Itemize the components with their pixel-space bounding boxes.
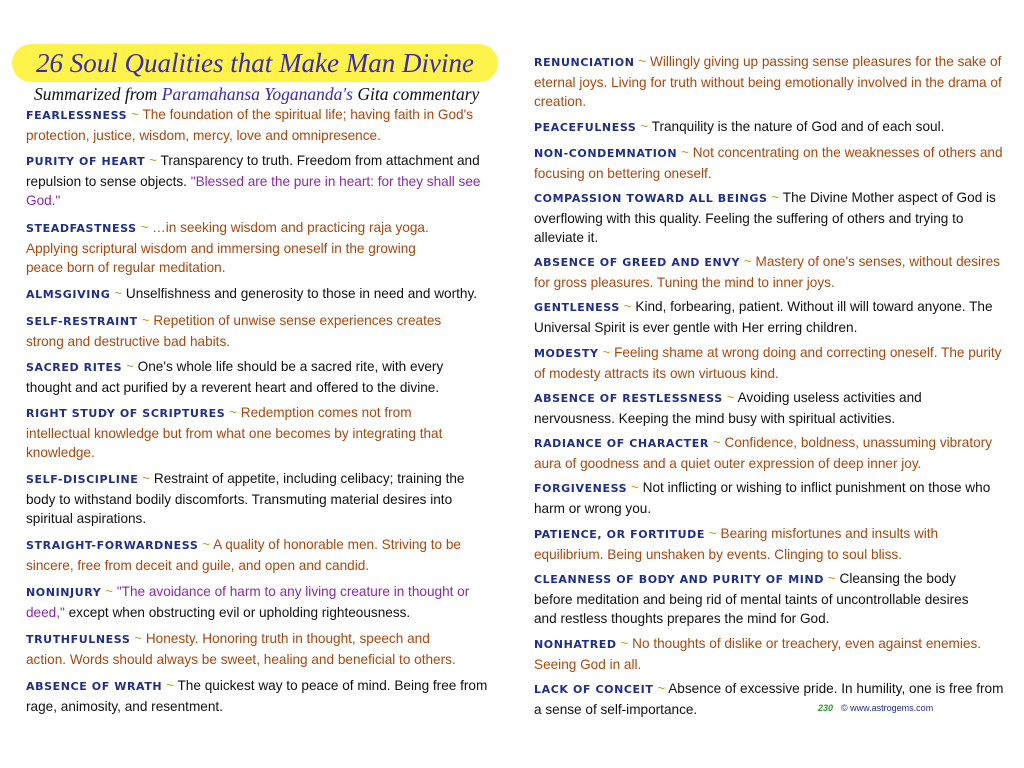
quality-description: Willingly giving up passing sense pleasures for the sake of eternal joys. Living for truth without being emotionally involved in the drama of creation. [534, 54, 1002, 109]
quality-name: ABSENCE OF WRATH [26, 680, 163, 693]
tilde-separator: ~ [149, 153, 157, 168]
quality-entry [26, 403, 476, 463]
page-title [36, 48, 474, 79]
quality-name: PEACEFULNESS [534, 121, 637, 134]
quality-entry [26, 105, 486, 145]
quality-description: The foundation of the spiritual life; having faith in God's protection, justice, wisdom, mercy, love and omnipresence. [26, 107, 473, 143]
quality-entry [26, 311, 466, 351]
quality-description: Absence of excessive pride. In humility, one is free from a sense of self-importance. [534, 681, 1004, 717]
quality-name: SELF-DISCIPLINE [26, 473, 139, 486]
quality-description: Honesty. Honoring truth in thought, speech and action. Words should always be sweet, healing and beneficial to others. [26, 631, 456, 667]
tilde-separator: ~ [140, 220, 149, 235]
quality-description: The Divine Mother aspect of God is overflowing with this quality. Feeling the suffering of others and trying to alleviate it. [534, 190, 996, 245]
quality-name: NONINJURY [26, 586, 102, 599]
quality-name: LACK OF CONCEIT [534, 683, 654, 696]
quality-description: No thoughts of dislike or treachery, even against enemies. Seeing God in all. [534, 636, 982, 672]
quality-entry [534, 679, 1004, 719]
subtitle-author: Paramahansa Yogananda's [161, 84, 353, 104]
quality-entry [26, 535, 481, 575]
quality-name: RENUNCIATION [534, 56, 635, 69]
quality-name: CLEANNESS OF BODY AND PURITY OF MIND [534, 573, 824, 586]
quality-name: SACRED RITES [26, 361, 123, 374]
quality-entry [26, 676, 491, 716]
quality-description: Transparency to truth. Freedom from attachment and repulsion to sense objects. [26, 153, 480, 189]
quality-name: MODESTY [534, 347, 599, 360]
quality-name: GENTLENESS [534, 301, 620, 314]
quality-entry [534, 252, 1004, 292]
quality-description: Avoiding useless activities and nervousness. Keeping the mind busy with spiritual activities. [534, 390, 922, 426]
quality-name: TRUTHFULNESS [26, 633, 131, 646]
quality-description: One's whole life should be a sacred rite, with every thought and act purified by a reverent heart and offered to the divine. [26, 359, 444, 395]
page-number: 230 [818, 703, 834, 713]
quality-entry [534, 634, 1009, 674]
tilde-separator: ~ [630, 480, 639, 495]
quality-entry [26, 582, 481, 622]
quality-name: ALMSGIVING [26, 288, 111, 301]
quality-entry [534, 143, 1004, 183]
tilde-separator: ~ [166, 678, 174, 693]
quality-name: PATIENCE, OR FORTITUDE [534, 528, 705, 541]
quality-name: SELF-RESTRAINT [26, 315, 138, 328]
quality-entry [534, 188, 1004, 248]
quality-description: Bearing misfortunes and insults with equilibrium. Being unshaken by events. Clinging to soul bliss. [534, 526, 939, 562]
quality-description: The quickest way to peace of mind. Being free from rage, animosity, and resentment. [26, 678, 488, 714]
tilde-separator: ~ [602, 345, 611, 360]
tilde-separator: ~ [743, 254, 752, 269]
title-number: 26 [36, 47, 64, 78]
quality-description: Feeling shame at wrong doing and correcting oneself. The purity of modesty attracts its own virtuous kind. [534, 345, 1002, 381]
quality-name: RIGHT STUDY OF SCRIPTURES [26, 407, 226, 420]
quality-description: Mastery of one's senses, without desires for gross pleasures. Tuning the mind to inner joys. [534, 254, 1000, 290]
tilde-separator: ~ [114, 286, 123, 301]
quality-name: PURITY OF HEART [26, 155, 146, 168]
quality-description: A quality of honorable men. Striving to be sincere, free from deceit and guile, and open and candid. [26, 537, 461, 573]
tilde-separator: ~ [105, 584, 114, 599]
subtitle-suffix: Gita commentary [357, 84, 480, 104]
quality-entry [534, 433, 1004, 473]
quality-name: FEARLESSNESS [26, 109, 128, 122]
quality-description: Unselfishness and generosity to those in need and worthy. [125, 286, 478, 301]
page-footer [818, 703, 933, 713]
quality-description: Repetition of unwise sense experiences creates strong and destructive bad habits. [26, 313, 442, 349]
quality-name: NONHATRED [534, 638, 617, 651]
quality-description: Confidence, boldness, unassuming vibratory aura of goodness and a quiet outer expression of deep inner joy. [534, 435, 992, 471]
tilde-separator: ~ [771, 190, 780, 205]
quality-name: STEADFASTNESS [26, 222, 137, 235]
tilde-separator: ~ [638, 54, 647, 69]
tilde-separator: ~ [202, 537, 211, 552]
quality-name: NON-CONDEMNATION [534, 147, 678, 160]
tilde-separator: ~ [657, 681, 666, 696]
quality-name: RADIANCE OF CHARACTER [534, 437, 709, 450]
quality-entry [26, 218, 456, 278]
quality-entry [534, 117, 1004, 138]
quality-entry [26, 284, 496, 305]
quality-quote: "Blessed are the pure in heart: for they shall see God." [26, 173, 481, 208]
tilde-separator: ~ [726, 390, 735, 405]
quality-entry [534, 52, 1004, 112]
quality-description: except when obstructing evil or upholding righteousness. [68, 604, 411, 620]
tilde-separator: ~ [229, 405, 238, 420]
tilde-separator: ~ [708, 526, 717, 541]
quality-entry [534, 524, 974, 564]
website-credit: © www.astrogems.com [841, 703, 934, 713]
tilde-separator: ~ [680, 145, 689, 160]
title-banner [12, 44, 498, 82]
quality-name: ABSENCE OF GREED AND ENVY [534, 256, 741, 269]
quality-description: …in seeking wisdom and practicing raja yoga. Applying scriptural wisdom and immersing oneself in the growing peace born of regular meditation. [26, 220, 429, 275]
quality-entry [534, 478, 1004, 518]
quality-description: Tranquility is the nature of God and of each soul. [651, 119, 945, 134]
tilde-separator: ~ [640, 119, 649, 134]
tilde-separator: ~ [125, 359, 134, 374]
subtitle [34, 84, 494, 105]
tilde-separator: ~ [620, 636, 629, 651]
quality-description: Not inflicting or wishing to inflict punishment on those who harm or wrong you. [534, 480, 991, 516]
quality-entry [26, 357, 466, 397]
quality-description: Kind, forbearing, patient. Without ill will toward anyone. The Universal Spirit is ever gentle with Her erring children. [534, 299, 993, 335]
quality-name: ABSENCE OF RESTLESSNESS [534, 392, 723, 405]
quality-name: FORGIVENESS [534, 482, 628, 495]
quality-description: Cleansing the body before meditation and being rid of mental taints of uncontrollable desires and restless thoughts prepares the mind for God. [534, 571, 969, 626]
quality-entry [534, 569, 989, 629]
quality-entry [534, 297, 1004, 337]
quality-entry [534, 388, 1004, 428]
tilde-separator: ~ [142, 471, 151, 486]
tilde-separator: ~ [712, 435, 721, 450]
tilde-separator: ~ [827, 571, 836, 586]
title-text: Soul Qualities that Make Man Divine [69, 47, 474, 78]
quality-name: COMPASSION TOWARD ALL BEINGS [534, 192, 768, 205]
subtitle-prefix: Summarized from [34, 84, 158, 104]
tilde-separator: ~ [623, 299, 632, 314]
quality-entry [534, 343, 1004, 383]
quality-entry [26, 629, 471, 669]
quality-description: Redemption comes not from intellectual knowledge but from what one becomes by integrating that knowledge. [26, 405, 443, 460]
quality-entry [26, 151, 486, 211]
tilde-separator: ~ [141, 313, 150, 328]
tilde-separator: ~ [130, 107, 139, 122]
quality-description: Not concentrating on the weaknesses of others and focusing on bettering oneself. [534, 145, 1003, 181]
quality-description: Restraint of appetite, including celibacy; training the body to withstand bodily discomforts. Transmuting material desires into spiritual aspirations. [26, 471, 465, 526]
quality-entry [26, 469, 486, 529]
quality-quote: "The avoidance of harm to any living creature in thought or deed," [26, 584, 470, 620]
quality-name: STRAIGHT-FORWARDNESS [26, 539, 199, 552]
tilde-separator: ~ [134, 631, 143, 646]
